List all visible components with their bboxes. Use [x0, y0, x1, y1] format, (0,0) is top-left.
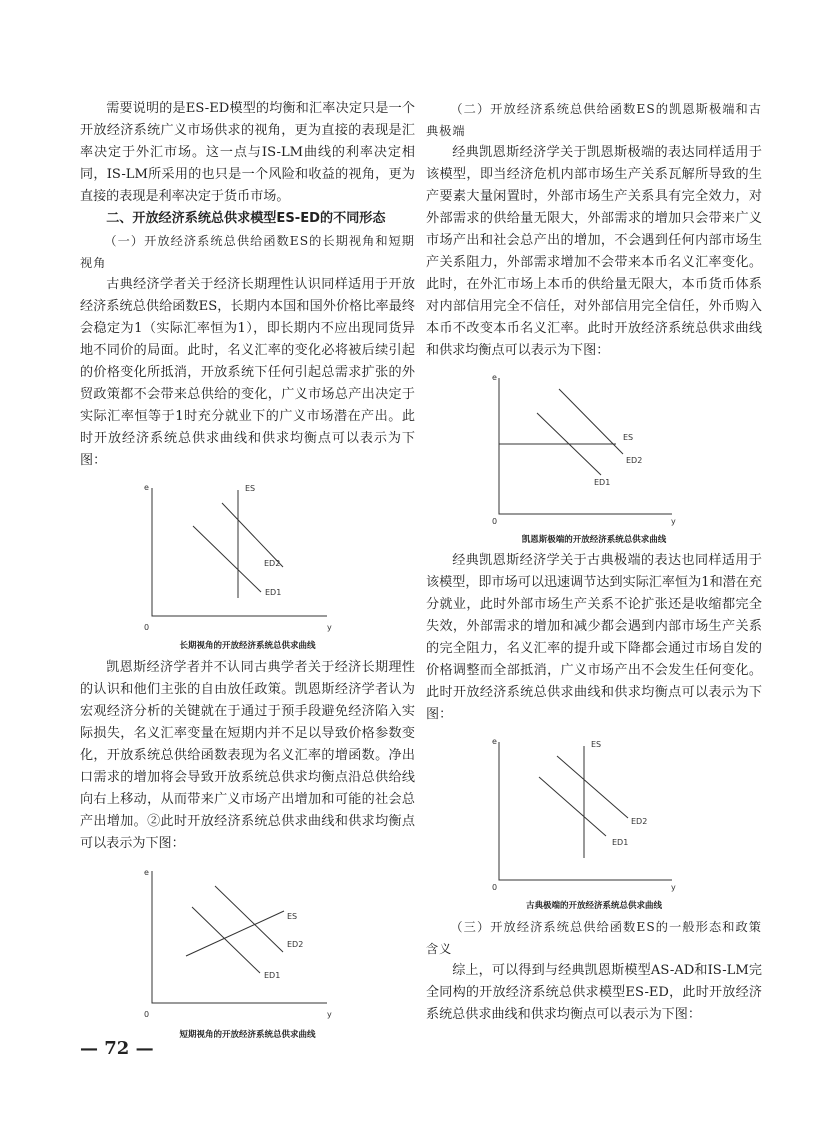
figure-short-run: [80, 861, 415, 1041]
es-label: ES: [287, 912, 298, 921]
paragraph: 古典经济学者关于经济长期理性认识同样适用于开放经济系统总供给函数ES，长期内本国和国外价格比率最终会稳定为1（实际汇率恒为1），即长期内不应出现同货异地不同价的局面。此时，名义汇率的变化必将被后续引起的价格变化所抵消，开放系统下任何引起总需求扩张的外贸政策都不会带来总供给的变化，广义市场总产出决定于实际汇率恒等于1时充分就业下的广义市场潜在产出。此时开放经济系统总供求曲线和供求均衡点可以表示为下图：: [80, 277, 415, 468]
axes: [152, 871, 327, 1003]
es-label: ES: [591, 740, 602, 749]
figure-long-run-plot: [80, 478, 415, 640]
subsection-heading: （二）开放经济系统总供给函数ES的凯恩斯极端和古典极端: [426, 102, 762, 138]
axes: [499, 742, 672, 880]
paragraph: 经典凯恩斯经济学关于古典极端的表达也同样适用于该模型，即市场可以迅速调节达到实际汇率恒为1和潜在充分就业，此时外部市场生产关系不论扩张还是收缩都完全失效，外部需求的增加和减少都会遇到内部市场生产关系的完全阻力，名义汇率的提升或下降都会通过市场自发的价格调整而全部抵消，广义市场产出不会发生任何变化。此时开放经济系统总供求曲线和供求均衡点可以表示为下图：: [426, 553, 762, 722]
ed2-line: [222, 503, 283, 567]
ed2-line: [557, 756, 628, 818]
paragraph: 凯恩斯经济学者并不认同古典学者关于经济长期理性的认识和他们主张的自由放任政策。凯恩斯经济学者认为宏观经济分析的关键就在于通过于预手段避免经济陷入实际损失，名义汇率变量在短期内并不足以导致价格参数变化，开放系统总供给函数表现为名义汇率的增函数。净出口需求的增加将会导致开放系统总供求均衡点沿总供给线向右上移动，从而带来广义市场产出增加和可能的社会总产出增加。②此时开放经济系统总供求曲线和供求均衡点可以表示为下图：: [80, 660, 415, 851]
ed1-label: ED1: [594, 478, 611, 487]
ed2-label: ED2: [287, 940, 304, 949]
axis-label-y: y: [671, 517, 676, 526]
figure-caption: 凯恩斯极端的开放经济系统总供求曲线: [521, 535, 667, 545]
ed1-line: [192, 907, 260, 973]
figure-caption: 古典极端的开放经济系统总供求曲线: [525, 901, 662, 911]
origin-label: 0: [492, 883, 498, 892]
subsection-heading: （一）开放经济系统总供给函数ES的长期视角和短期视角: [80, 234, 415, 270]
axis-label-e: e: [492, 737, 497, 746]
figure-keynesian-extreme: [426, 368, 762, 546]
origin-label: 0: [144, 1010, 150, 1019]
axis-label-e: e: [144, 868, 149, 877]
figure-caption: 长期视角的开放经济系统总供求曲线: [179, 641, 316, 651]
page-number: — 72 —: [80, 1038, 154, 1059]
axes: [152, 488, 327, 616]
paragraph: 经典凯恩斯经济学关于凯恩斯极端的表达同样适用于该模型，即当经济危机内部市场生产关系瓦解所导致的生产要素大量闲置时，外部市场生产关系具有完全效力，对外部需求的供给量无限大，外部需求的增加只会带来广义市场产出和社会总产出的增加，不会遇到任何内部市场生产关系阻力，外部需求增加不会带来本币名义汇率变化。此时，在外汇市场上本币的供给量无限大，本币货币体系对内部信用完全不信任，对外部信用完全信任，外币购入本币不改变本币名义汇率。此时开放经济系统总供求曲线和供求均衡点可以表示为下图：: [426, 145, 762, 358]
axes: [499, 378, 672, 514]
section-heading: 二、开放经济系统总供求模型ES-ED的不同形态: [106, 211, 386, 226]
es-label: ES: [245, 484, 256, 493]
ed1-label: ED1: [264, 971, 281, 980]
origin-label: 0: [144, 623, 150, 632]
figure-classical-extreme-plot: [426, 732, 762, 900]
axis-label-y: y: [327, 1010, 332, 1019]
ed1-line: [193, 526, 261, 592]
paragraph: 需要说明的是ES-ED模型的均衡和汇率决定只是一个开放经济系统广义市场供求的视角，更为直接的表现是汇率决定于外汇市场。这一点与IS-LM曲线的利率决定相同，IS-LM所采用的也只是一个风险和收益的视角，更为直接的表现是利率决定于货币市场。: [80, 101, 415, 204]
paragraph: 综上，可以得到与经典凯恩斯模型AS-AD和IS-LM完全同构的开放经济系统总供求模型ES-ED，此时开放经济系统总供求曲线和供求均衡点可以表示为下图：: [426, 963, 762, 1022]
axis-label-e: e: [144, 483, 149, 492]
figure-classical-extreme: [426, 732, 762, 912]
ed2-label: ED2: [264, 559, 281, 568]
es-label: ES: [623, 433, 634, 442]
figure-caption: 短期视角的开放经济系统总供求曲线: [179, 1030, 316, 1040]
figure-keynesian-extreme-plot: [426, 368, 762, 534]
axis-label-y: y: [671, 883, 676, 892]
ed1-line: [539, 777, 606, 836]
axis-label-e: e: [492, 373, 497, 382]
ed1-label: ED1: [612, 838, 629, 847]
right-column: [426, 98, 762, 1026]
origin-label: 0: [492, 517, 498, 526]
ed2-label: ED2: [626, 456, 643, 465]
ed2-label: ED2: [631, 817, 648, 826]
axis-label-y: y: [327, 623, 332, 632]
left-column: [80, 98, 415, 1045]
figure-short-run-plot: [80, 861, 415, 1029]
figure-long-run: [80, 478, 415, 653]
ed1-label: ED1: [265, 588, 282, 597]
ed2-line: [215, 886, 283, 952]
subsection-heading: （三）开放经济系统总供给函数ES的一般形态和政策含义: [426, 920, 762, 956]
